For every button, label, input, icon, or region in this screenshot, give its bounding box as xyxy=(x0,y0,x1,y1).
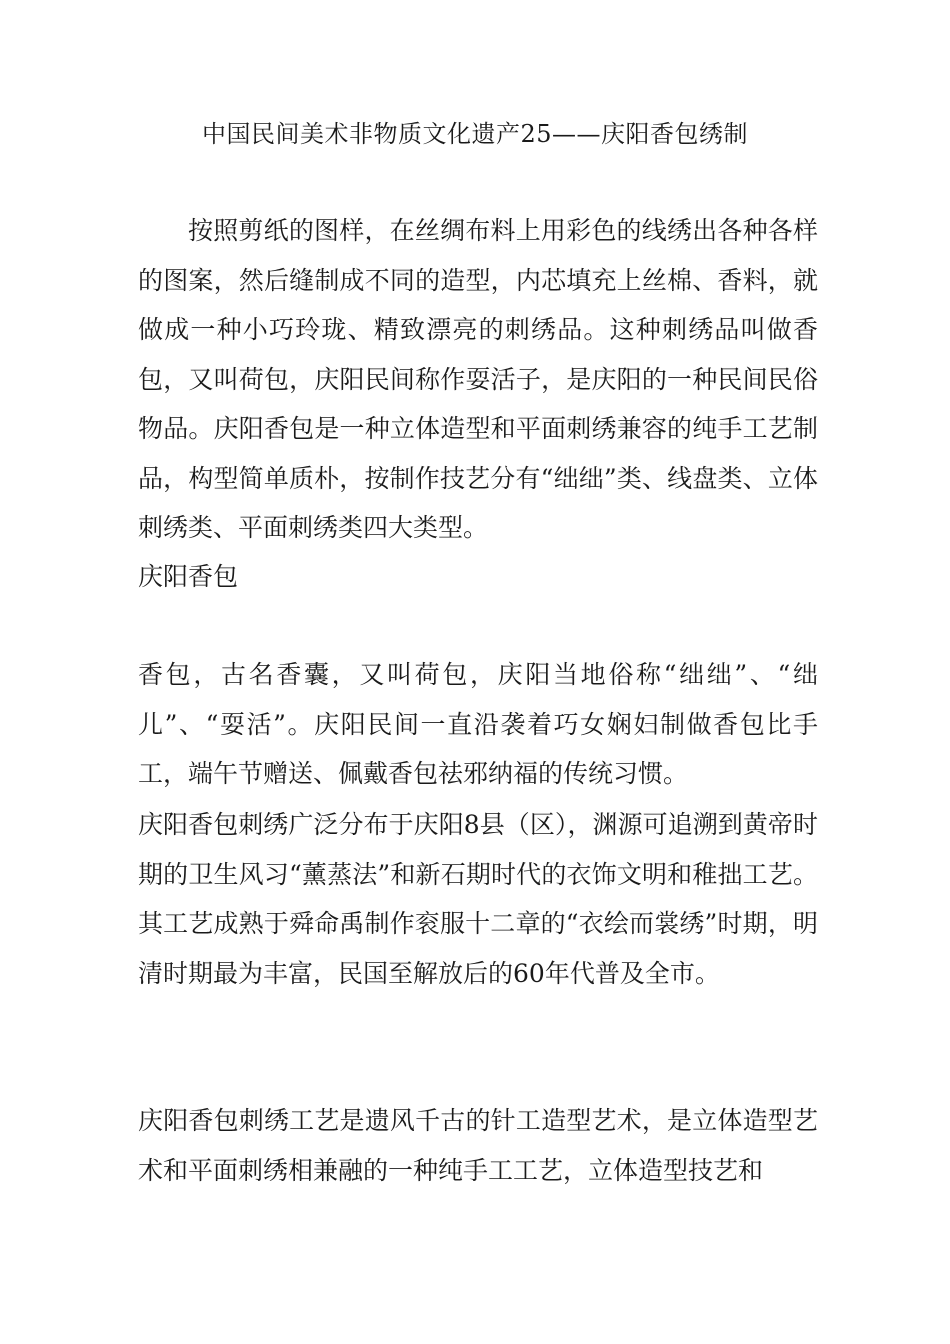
paragraph-intro: 按照剪纸的图样，在丝绸布料上用彩色的线绣出各种各样的图案，然后缝制成不同的造型，内芯填充上丝棉、香料，就做成一种小巧玲珑、精致漂亮的刺绣品。这种刺绣品叫做香包，又叫荷包，庆阳民间称作耍活子，是庆阳的一种民间民俗物品。庆阳香包是一种立体造型和平面刺绣兼容的纯手工艺制品，构型简单质朴，按制作技艺分有“绌绌”类、线盘类、立体刺绣类、平面刺绣类四大类型。 xyxy=(138,216,818,542)
paragraph-name-origin: 香包，古名香囊，又叫荷包，庆阳当地俗称“绌绌”、“绌儿”、“耍活”。庆阳民间一直沿袭着巧女娴妇制做香包比手工，端午节赠送、佩戴香包祛邪纳福的传统习惯。 xyxy=(138,660,818,788)
paragraph-history: 庆阳香包刺绣广泛分布于庆阳8县（区），渊源可追溯到黄帝时期的卫生风习“薰蒸法”和新石期时代的衣饰文明和稚拙工艺。其工艺成熟于舜命禹制作衮服十二章的“衣绘而裳绣”时期，明清时期最为丰富，民国至解放后的60年代普及全市。 xyxy=(138,810,818,988)
paragraph-craft: 庆阳香包刺绣工艺是遗风千古的针工造型艺术，是立体造型艺术和平面刺绣相兼融的一种纯手工工艺，立体造型技艺和 xyxy=(138,1106,818,1185)
document-title: 中国民间美术非物质文化遗产25——庆阳香包绣制 xyxy=(201,120,749,148)
section-heading: 庆阳香包 xyxy=(138,562,239,591)
